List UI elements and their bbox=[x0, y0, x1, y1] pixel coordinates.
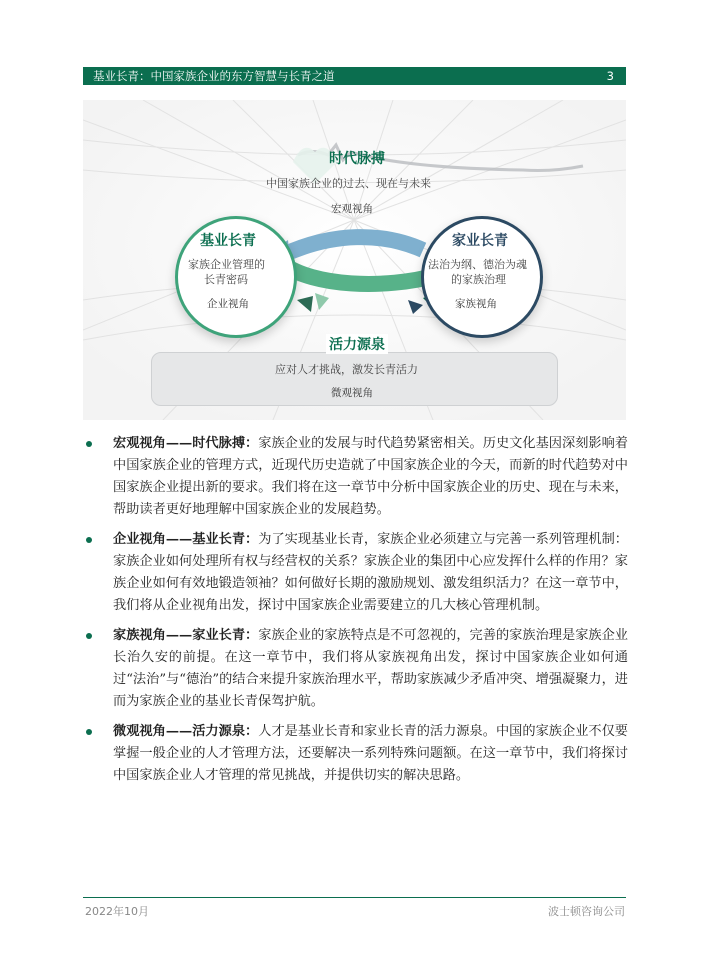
bullet-text bbox=[113, 529, 628, 617]
bullet-text bbox=[113, 721, 628, 787]
top-section-subtitle: 中国家族企业的过去、现在与未来 bbox=[266, 177, 431, 190]
right-circle-view: 家族视角 bbox=[455, 298, 497, 310]
bullet-dot bbox=[86, 441, 92, 447]
bullet-dot bbox=[86, 633, 92, 639]
left-circle-subtitle-1: 家族企业管理的 bbox=[188, 258, 265, 271]
bullet-text bbox=[113, 625, 628, 713]
bullet-body: 人才是基业长青和家业长青的活力源泉。中国的家族企业不仅要掌握一般企业的人才管理方法，还要解决一系列特殊问题额。在这一章节中，我们将探讨中国家族企业人才管理的常见挑战，并提供切实的解决思路。 bbox=[113, 724, 628, 783]
right-circle-title: 家业长青 bbox=[452, 233, 508, 249]
header-bar bbox=[83, 67, 626, 85]
bullet-body: 为了实现基业长青，家族企业必须建立与完善一系列管理机制：家族企业如何处理所有权与经营权的关系？家族企业的集团中心应发挥什么样的作用？家族企业如何有效地锻造领袖？如何做好长期的激励规划、激发组织活力？在这一章节中，我们将从企业视角出发，探讨中国家族企业需要建立的几大核心管理机制。 bbox=[113, 532, 628, 613]
bullet-body: 家族企业的发展与时代趋势紧密相关。历史文化基因深刻影响着中国家族企业的管理方式，近现代历史造就了中国家族企业的今天，而新的时代趋势对中国家族企业提出新的要求。我们将在这一章节中分析中国家族企业的历史、现在与未来，帮助读者更好地理解中国家族企业的发展趋势。 bbox=[113, 436, 628, 517]
bullet-text bbox=[113, 433, 628, 521]
footer-date: 2022年10月 bbox=[85, 905, 149, 918]
left-circle-title: 基业长青 bbox=[200, 233, 256, 249]
bottom-section-subtitle: 应对人才挑战，激发长青活力 bbox=[275, 363, 418, 376]
right-circle-subtitle-2: 的家族治理 bbox=[451, 273, 506, 286]
page-number: 3 bbox=[606, 69, 614, 83]
bullet-dot bbox=[86, 729, 92, 735]
bullet-lead: 宏观视角——时代脉搏： bbox=[113, 436, 259, 451]
right-circle-subtitle-1: 法治为纲、德治为魂 bbox=[428, 258, 527, 271]
bullet-lead: 家族视角——家业长青： bbox=[113, 628, 259, 643]
bullet-dot bbox=[86, 537, 92, 543]
top-section-title: 时代脉搏 bbox=[329, 151, 385, 167]
framework-diagram bbox=[83, 100, 626, 420]
bullet-body: 家族企业的家族特点是不可忽视的，完善的家族治理是家族企业长治久安的前提。在这一章节中，我们将从家族视角出发，探讨中国家族企业如何通过“法治”与“德治”的结合来提升家族治理水平，帮助家族减少矛盾冲突、增强凝聚力，进而为家族企业的基业长青保驾护航。 bbox=[113, 628, 628, 709]
left-circle-view: 企业视角 bbox=[207, 298, 249, 310]
bullet-lead: 微观视角——活力源泉： bbox=[113, 724, 259, 739]
bottom-section-view: 微观视角 bbox=[331, 387, 373, 399]
bottom-section-title: 活力源泉 bbox=[326, 334, 388, 354]
left-circle-subtitle-2: 长青密码 bbox=[204, 273, 248, 286]
bullet-lead: 企业视角——基业长青： bbox=[113, 532, 259, 547]
footer-company: 波士顿咨询公司 bbox=[548, 905, 625, 918]
footer-divider bbox=[83, 897, 626, 898]
header-title: 基业长青：中国家族企业的东方智慧与长青之道 bbox=[93, 69, 335, 83]
top-section-view: 宏观视角 bbox=[331, 203, 373, 215]
